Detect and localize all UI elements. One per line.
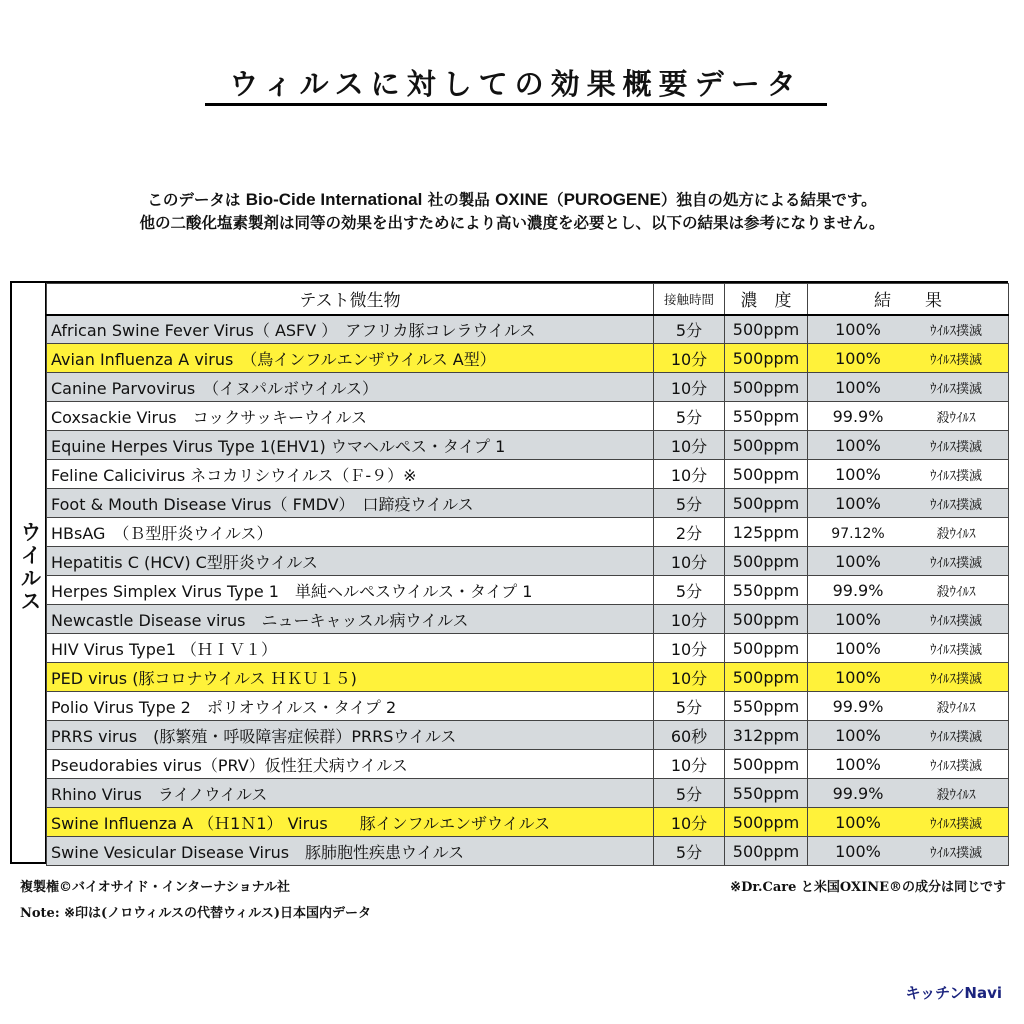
table-row [47,721,1009,750]
result-text: ｳｲﾙｽ撲滅 [929,497,982,513]
table-row [47,402,1009,431]
concentration-cell: 500ppm [725,344,808,373]
result-text: ｳｲﾙｽ撲滅 [929,642,982,658]
kill-rate: 100% [835,348,881,368]
contact-time-cell: 10分 [654,460,725,489]
concentration-cell: 500ppm [725,431,808,460]
table-row [47,808,1009,837]
concentration-cell: 500ppm [725,808,808,837]
result-cell [808,663,1009,692]
kill-rate: 100% [835,609,881,629]
contact-time-cell: 60秒 [654,721,725,750]
concentration-cell: 500ppm [725,373,808,402]
table-row [47,663,1009,692]
result-text: 殺ｳｲﾙｽ [936,584,976,600]
intro-product2: PUROGENE [563,190,661,209]
intro-paren-open: （ [548,191,564,209]
organism-cell: HIV Virus Type1 （ＨＩＶ１） [47,634,654,663]
table-header-row [47,284,1009,315]
side-label-virus: ウイルス [18,521,42,613]
contact-time-cell: 5分 [654,779,725,808]
concentration-cell: 500ppm [725,634,808,663]
table-row [47,518,1009,547]
concentration-cell: 550ppm [725,692,808,721]
table-row [47,460,1009,489]
organism-cell: Pseudorabies virus（PRV）仮性狂犬病ウイルス [47,750,654,779]
organism-cell: Rhino Virus ライノウイルス [47,779,654,808]
contact-time-cell: 5分 [654,489,725,518]
result-text: ｳｲﾙｽ撲滅 [929,555,982,571]
result-cell [808,547,1009,576]
kill-rate: 100% [835,667,881,687]
intro-paren-close: ） [660,191,677,209]
result-cell [808,692,1009,721]
kill-rate: 100% [835,725,881,745]
same-formula-note: ※Dr.Care と米国OXINE®の成分は同じです [730,880,1006,895]
result-text: ｳｲﾙｽ撲滅 [929,671,982,687]
organism-cell: African Swine Fever Virus（ ASFV ） アフリカ豚コレラウイルス [47,315,654,344]
brand-logo-text: キッチンNavi [905,984,1002,1002]
results-table [46,283,1009,866]
contact-time-cell: 5分 [654,315,725,344]
organism-cell: Coxsackie Virus コックサッキーウイルス [47,402,654,431]
concentration-cell: 500ppm [725,489,808,518]
kill-rate: 100% [835,812,881,832]
organism-cell: Hepatitis C (HCV) C型肝炎ウイルス [47,547,654,576]
concentration-cell: 550ppm [725,402,808,431]
kill-rate: 99.9% [832,783,884,803]
result-cell [808,837,1009,866]
organism-cell: Feline Calicivirus ネコカリシウイルス（Ｆ-９）※ [47,460,654,489]
contact-time-cell: 10分 [654,663,725,692]
intro-mid: 社の製品 [422,191,496,209]
table-row [47,373,1009,402]
contact-time-cell: 10分 [654,750,725,779]
organism-cell: Polio Virus Type 2 ポリオウイルス・タイプ 2 [47,692,654,721]
concentration-cell: 312ppm [725,721,808,750]
result-cell [808,489,1009,518]
contact-time-cell: 10分 [654,605,725,634]
organism-cell: Equine Herpes Virus Type 1(EHV1) ウマヘルペス・タイプ 1 [47,431,654,460]
intro-line-1 [0,188,1024,210]
kill-rate: 100% [835,319,881,339]
result-cell [808,344,1009,373]
result-cell [808,605,1009,634]
table-row [47,692,1009,721]
organism-cell: Canine Parvovirus （イヌパルボウイルス） [47,373,654,402]
kill-rate: 100% [835,493,881,513]
intro-post: 独自の処方による結果です。 [676,191,877,209]
result-text: ｳｲﾙｽ撲滅 [929,352,982,368]
contact-time-cell: 10分 [654,344,725,373]
intro-line-2: 他の二酸化塩素製剤は同等の効果を出すためにより高い濃度を必要とし、以下の結果は参考になりません。 [139,214,885,232]
result-text: ｳｲﾙｽ撲滅 [929,381,982,397]
table-row [47,779,1009,808]
result-cell [808,750,1009,779]
result-cell [808,808,1009,837]
header-organism: テスト微生物 [47,284,654,315]
concentration-cell: 500ppm [725,837,808,866]
result-text: ｳｲﾙｽ撲滅 [929,439,982,455]
intro-pre: このデータは [147,191,246,209]
concentration-cell: 500ppm [725,663,808,692]
contact-time-cell: 5分 [654,576,725,605]
table-body [47,315,1009,866]
result-cell [808,634,1009,663]
result-text: 殺ｳｲﾙｽ [936,526,976,542]
result-cell [808,576,1009,605]
kill-rate: 100% [835,435,881,455]
organism-cell: PRRS virus (豚繁殖・呼吸障害症候群）PRRSウイルス [47,721,654,750]
footnote: Note: ※印は(ノロウィルスの代替ウィルス)日本国内データ [20,906,372,921]
table-row [47,750,1009,779]
concentration-cell: 500ppm [725,315,808,344]
page-title: ウィルスに対しての効果概要データ [229,67,803,101]
copyright-note: 複製権©バイオサイド・インターナショナル社 [20,880,291,895]
table-row [47,344,1009,373]
result-text: ｳｲﾙｽ撲滅 [929,468,982,484]
result-text: 殺ｳｲﾙｽ [936,700,976,716]
side-column [12,283,46,862]
contact-time-cell: 10分 [654,808,725,837]
result-text: 殺ｳｲﾙｽ [936,410,976,426]
kill-rate: 100% [835,638,881,658]
organism-cell: Swine Influenza A （Ｈ1Ｎ1） Virus 豚インフルエンザウイルス [47,808,654,837]
result-cell [808,721,1009,750]
table-row [47,634,1009,663]
result-text: ｳｲﾙｽ撲滅 [929,729,982,745]
kill-rate: 99.9% [832,696,884,716]
kill-rate: 100% [835,551,881,571]
table-row [47,576,1009,605]
kill-rate: 100% [835,464,881,484]
organism-cell: Newcastle Disease virus ニューキャッスル病ウイルス [47,605,654,634]
result-cell [808,518,1009,547]
result-text: ｳｲﾙｽ撲滅 [929,816,982,832]
organism-cell: Swine Vesicular Disease Virus 豚肺胞性疾患ウイルス [47,837,654,866]
kill-rate: 99.9% [832,406,884,426]
table-row [47,605,1009,634]
results-table-frame [10,281,1008,864]
table-row [47,837,1009,866]
concentration-cell: 550ppm [725,779,808,808]
organism-cell: PED virus (豚コロナウイルス ＨＫＵ１５) [47,663,654,692]
concentration-cell: 500ppm [725,750,808,779]
result-text: ｳｲﾙｽ撲滅 [929,845,982,861]
kill-rate: 100% [835,754,881,774]
concentration-cell: 500ppm [725,547,808,576]
result-cell [808,402,1009,431]
title-underline [205,103,827,106]
table-row [47,431,1009,460]
contact-time-cell: 5分 [654,837,725,866]
organism-cell: Herpes Simplex Virus Type 1 単純ヘルペスウイルス・タイプ 1 [47,576,654,605]
contact-time-cell: 10分 [654,431,725,460]
result-text: 殺ｳｲﾙｽ [936,787,976,803]
contact-time-cell: 2分 [654,518,725,547]
kill-rate: 100% [835,377,881,397]
result-text: ｳｲﾙｽ撲滅 [929,323,982,339]
header-result: 結 果 [808,284,1009,315]
organism-cell: HBsAG （Ｂ型肝炎ウイルス） [47,518,654,547]
concentration-cell: 125ppm [725,518,808,547]
concentration-cell: 500ppm [725,460,808,489]
result-text: ｳｲﾙｽ撲滅 [929,758,982,774]
kill-rate: 97.12% [831,525,885,542]
header-contact-time: 接触時間 [654,284,725,315]
contact-time-cell: 10分 [654,373,725,402]
result-cell [808,460,1009,489]
intro-company: Bio-Cide International [245,190,423,209]
table-row [47,315,1009,344]
table-row [47,547,1009,576]
concentration-cell: 500ppm [725,605,808,634]
kill-rate: 100% [835,841,881,861]
contact-time-cell: 5分 [654,692,725,721]
kill-rate: 99.9% [832,580,884,600]
organism-cell: Foot & Mouth Disease Virus（ FMDV） 口蹄疫ウイルス [47,489,654,518]
contact-time-cell: 5分 [654,402,725,431]
result-text: ｳｲﾙｽ撲滅 [929,613,982,629]
intro-product: OXINE [495,190,549,209]
organism-cell: Avian Influenza A virus （鳥インフルエンザウイルス A型） [47,344,654,373]
concentration-cell: 550ppm [725,576,808,605]
header-concentration: 濃 度 [725,284,808,315]
table-row [47,489,1009,518]
result-cell [808,373,1009,402]
contact-time-cell: 10分 [654,634,725,663]
contact-time-cell: 10分 [654,547,725,576]
result-cell [808,431,1009,460]
result-cell [808,315,1009,344]
result-cell [808,779,1009,808]
